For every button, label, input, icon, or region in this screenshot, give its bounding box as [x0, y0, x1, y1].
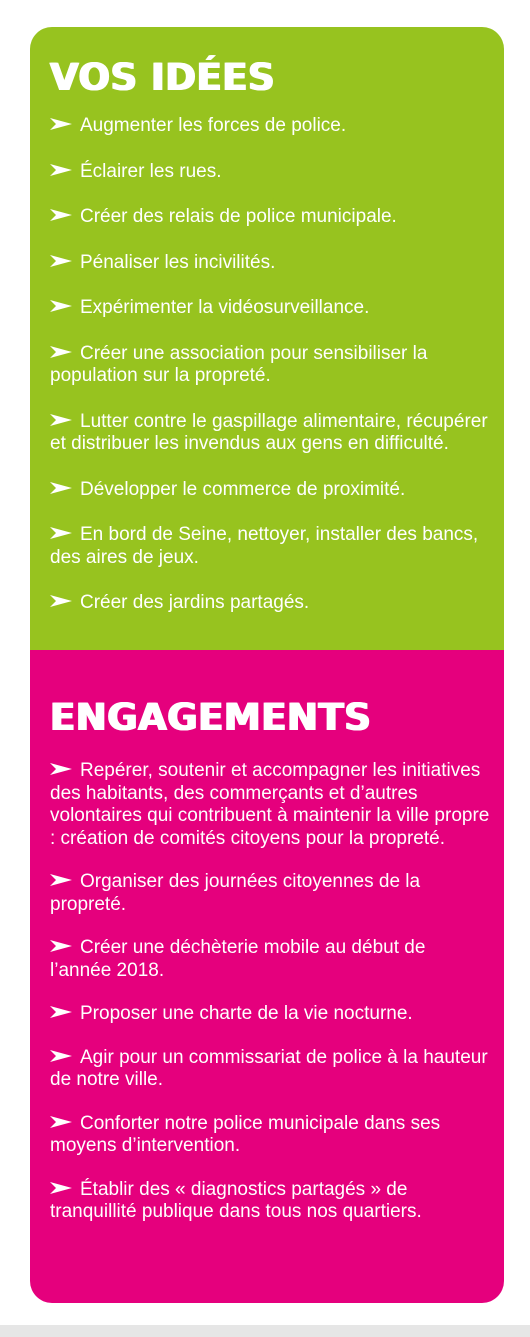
info-card [30, 27, 504, 1303]
list-item-text: Créer une association pour sensibiliser la population sur la propreté. [50, 342, 428, 386]
list-item-text: Organiser des journées citoyennes de la propreté. [50, 871, 421, 915]
list-item-text: Agir pour un commissariat de police à la hauteur de notre ville. [50, 1046, 488, 1090]
list-item [50, 411, 490, 456]
list-item-text: Lutter contre le gaspillage alimentaire, récupérer et distribuer les invendus aux gens en difficulté. [50, 410, 488, 454]
list-item [50, 115, 490, 138]
list-item-text: Expérimenter la vidéosurveillance. [80, 297, 370, 318]
arrowhead-bullet-icon [50, 118, 72, 130]
arrowhead-bullet-icon [50, 164, 72, 176]
list-item [50, 252, 490, 275]
list-item-text: Repérer, soutenir et accompagner les initiatives des habitants, des commerçants et d’autres volontaires qui contribuent à maintenir la ville propre : création de comités citoyens pour la propreté. [50, 760, 490, 849]
arrowhead-bullet-icon [50, 482, 72, 494]
list-item-text: Créer des relais de police municipale. [80, 206, 397, 227]
arrowhead-bullet-icon [50, 874, 72, 886]
list-item-text: Pénaliser les incivilités. [80, 251, 276, 273]
engagements-list [50, 760, 490, 1245]
arrowhead-bullet-icon [50, 346, 72, 358]
list-item [50, 871, 490, 916]
arrowhead-bullet-icon [50, 300, 72, 312]
list-item [50, 1003, 490, 1026]
bottom-strip [0, 1325, 530, 1337]
list-item [50, 1047, 490, 1092]
arrowhead-bullet-icon [50, 1116, 72, 1128]
list-item [50, 479, 490, 502]
list-item [50, 937, 490, 982]
list-item [50, 206, 490, 229]
list-item-text: Proposer une charte de la vie nocturne. [80, 1003, 413, 1024]
arrowhead-bullet-icon [50, 1006, 72, 1018]
arrowhead-bullet-icon [50, 940, 72, 952]
list-item [50, 1113, 490, 1158]
list-item-text: Créer une déchèterie mobile au début de l’année 2018. [50, 937, 426, 981]
ideas-section [30, 27, 504, 650]
arrowhead-bullet-icon [50, 414, 72, 426]
list-item [50, 524, 490, 569]
list-item-text: Augmenter les forces de police. [80, 115, 347, 136]
arrowhead-bullet-icon [50, 209, 72, 221]
ideas-list [50, 115, 490, 638]
engagements-section [30, 650, 504, 1303]
arrowhead-bullet-icon [50, 255, 72, 267]
arrowhead-bullet-icon [50, 1182, 72, 1194]
arrowhead-bullet-icon [50, 527, 72, 539]
list-item-text: Établir des « diagnostics partagés » de tranquillité publique dans tous nos quartiers. [50, 1178, 422, 1222]
list-item-text: Développer le commerce de proximité. [80, 478, 406, 500]
list-item-text: Éclairer les rues. [80, 160, 222, 182]
list-item [50, 161, 490, 184]
list-item-text: Conforter notre police municipale dans ses moyens d’intervention. [50, 1112, 441, 1156]
arrowhead-bullet-icon [50, 1050, 72, 1062]
list-item [50, 343, 490, 388]
list-item [50, 1179, 490, 1224]
arrowhead-bullet-icon [50, 595, 72, 607]
list-item [50, 297, 490, 320]
engagements-title: ENGAGEMENTS [50, 696, 372, 739]
list-item [50, 592, 490, 615]
list-item [50, 760, 490, 850]
list-item-text: Créer des jardins partagés. [80, 592, 310, 613]
arrowhead-bullet-icon [50, 763, 72, 775]
ideas-title: VOS IDÉES [50, 56, 276, 99]
list-item-text: En bord de Seine, nettoyer, installer des bancs, des aires de jeux. [50, 524, 479, 568]
